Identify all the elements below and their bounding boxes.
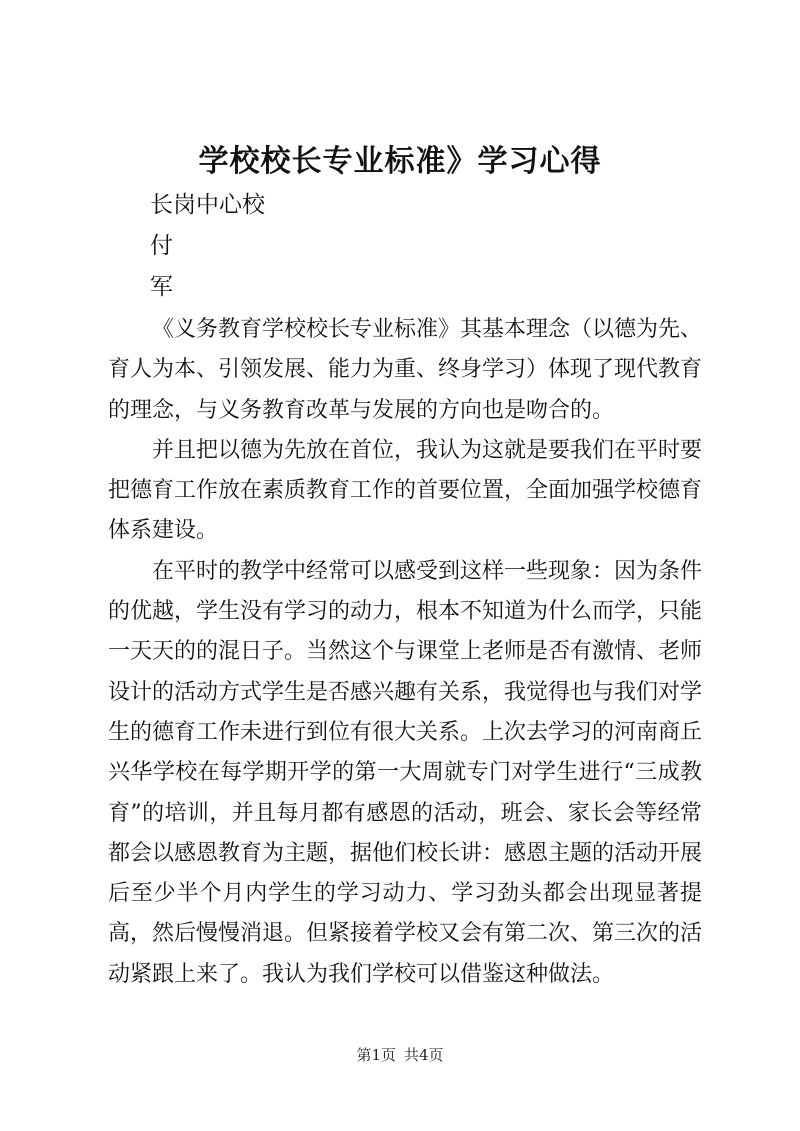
paragraph-2: 并且把以德为先放在首位，我认为这就是要我们在平时要把德育工作放在素质教育工作的首要位置，全面加强学校德育体系建设。 [108, 437, 703, 544]
document-body [108, 310, 702, 995]
page-number: 第1页 [356, 1046, 396, 1064]
paragraph-1: 《义务教育学校校长专业标准》其基本理念（以德为先、育人为本、引领发展、能力为重、终身学习）体现了现代教育的理念，与义务教育改革与发展的方向也是吻合的。 [108, 317, 703, 423]
document-title: 学校校长专业标准》学习心得 [198, 144, 602, 179]
author-name-line-1: 付 [150, 233, 173, 259]
page-total: 共4页 [404, 1046, 444, 1064]
author-name-line-2: 军 [150, 274, 173, 300]
school-name: 长岗中心校 [150, 192, 265, 218]
page-footer [0, 1045, 800, 1065]
paragraph-3: 在平时的教学中经常可以感受到这样一些现象：因为条件的优越，学生没有学习的动力，根本不知道为什么而学，只能一天天的的混日子。当然这个与课堂上老师是否有激情、老师设计的活动方式学生是否感兴趣有关系，我觉得也与我们对学生的德育工作未进行到位有很大关系。上次去学习的河南商丘兴华学校在每学期开学的第一大周就专门对学生进行“三成教育”的培训，并且每月都有感恩的活动，班会、家长会等经常都会以感恩教育为主题，据他们校长讲：感恩主题的活动开展后至少半个月内学生的学习动力、学习劲头都会出现显著提高，然后慢慢消退。但紧接着学校又会有第二次、第三次的活动紧跟上来了。我认为我们学校可以借鉴这种做法。 [108, 558, 703, 987]
